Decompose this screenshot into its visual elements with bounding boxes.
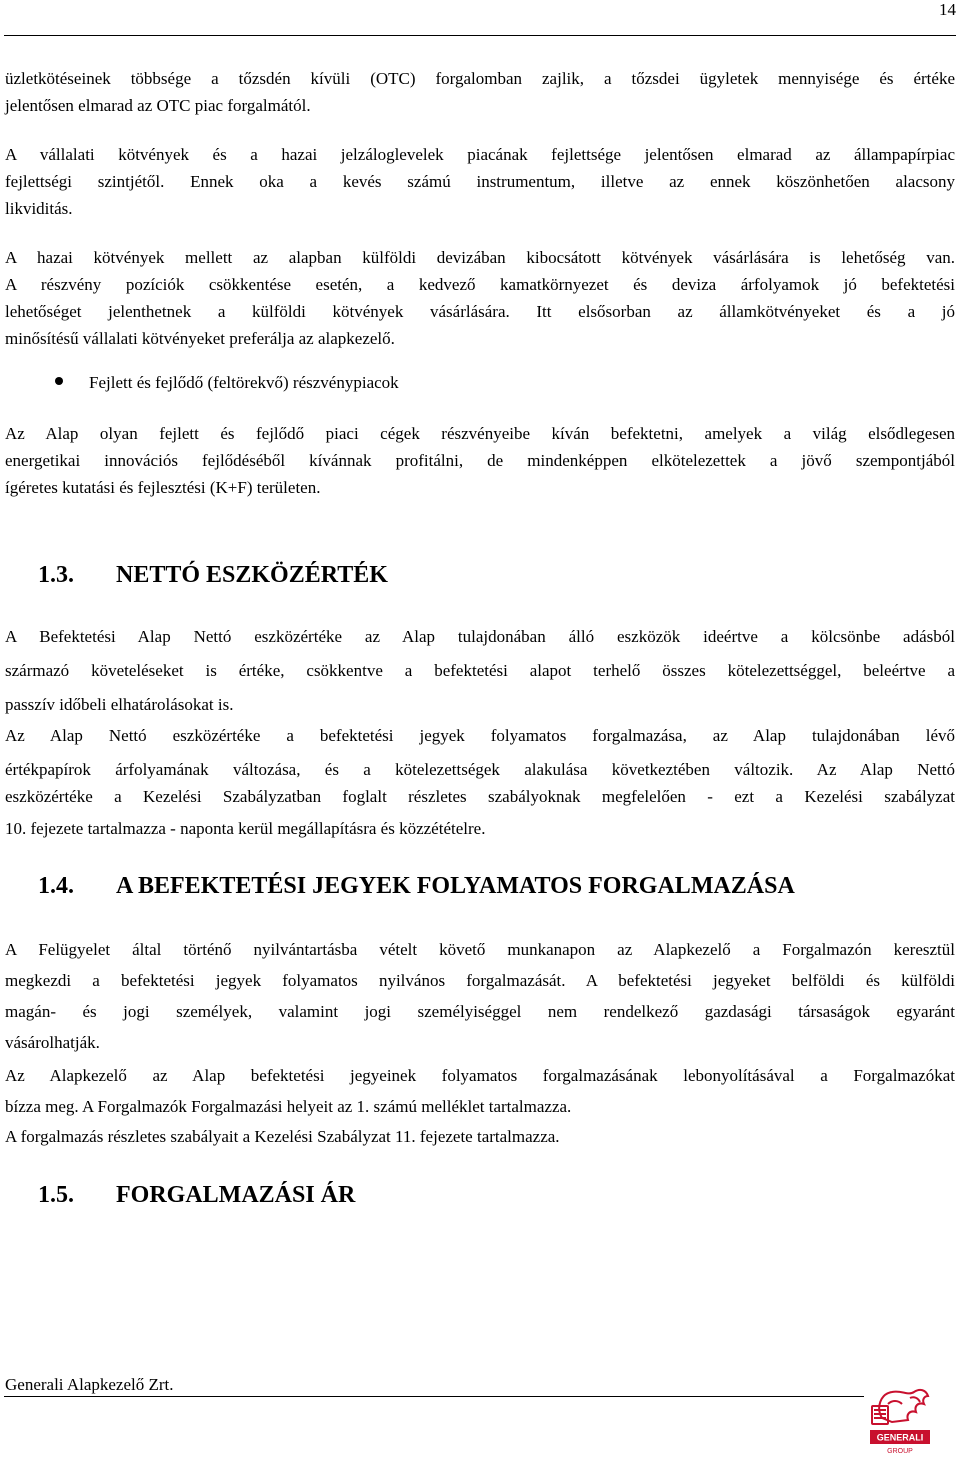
heading-title: NETTÓ ESZKÖZÉRTÉK	[116, 562, 388, 588]
paragraph-line: A vállalati kötvények és a hazai jelzáloglevelek piacának fejlettsége jelentősen elmarad az állampapírpiac	[5, 145, 955, 164]
heading-title: A BEFEKTETÉSI JEGYEK FOLYAMATOS FORGALMAZÁSA	[116, 873, 795, 899]
paragraph-line: vásárolhatják.	[5, 1033, 100, 1052]
bullet-text: Fejlett és fejlődő (feltörekvő) részvénypiacok	[89, 373, 399, 392]
logo-text: GENERALI	[876, 1432, 924, 1443]
footer-company: Generali Alapkezelő Zrt.	[5, 1375, 174, 1394]
paragraph-line: lehetőséget jelenthetnek a külföldi kötvények vásárlására. Itt elsősorban az államkötvényeket és a jó	[5, 302, 955, 321]
paragraph-line: minősítésű vállalati kötvényeket preferálja az alapkezelő.	[5, 329, 395, 348]
section-heading-1-5	[38, 1180, 355, 1210]
paragraph-line: A Befektetési Alap Nettó eszközértéke az Alap tulajdonában álló eszközök ideértve a kölcsönbe adásból	[5, 627, 955, 646]
bullet-item	[55, 371, 399, 395]
paragraph-line: passzív időbeli elhatárolásokat is.	[5, 695, 234, 714]
footer-rule	[4, 1396, 864, 1397]
paragraph-line: likviditás.	[5, 199, 73, 218]
paragraph-line: A forgalmazás részletes szabályait a Kezelési Szabályzat 11. fejezete tartalmazza.	[5, 1127, 560, 1146]
paragraph-line: bízza meg. A Forgalmazók Forgalmazási helyeit az 1. számú melléklet tartalmazza.	[5, 1097, 572, 1116]
logo-subtext: GROUP	[887, 1448, 913, 1455]
lion-emblem-icon	[872, 1390, 928, 1424]
paragraph-line: Az Alap Nettó eszközértéke a befektetési jegyek folyamatos forgalmazása, az Alap tulajdonában lévő	[5, 726, 955, 745]
paragraph-line: A részvény pozíciók csökkentése esetén, a kedvező kamatkörnyezet és deviza árfolyamok jó befektetési	[5, 275, 955, 294]
header-rule	[4, 35, 956, 36]
paragraph-line: 10. fejezete tartalmazza - naponta kerül megállapításra és közzétételre.	[5, 819, 486, 838]
paragraph-line: energetikai innovációs fejlődéséből kívánnak profitálni, de mindenképpen elkötelezettek a jövő szempontjából	[5, 451, 955, 470]
paragraph-line: eszközértéke a Kezelési Szabályzatban foglalt részletes szabályoknak megfelelően - ezt a Kezelési szabályzat	[5, 787, 955, 806]
paragraph-line: fejlettségi szintjétől. Ennek oka a kevés számú instrumentum, illetve az ennek köszönhetően alacsony	[5, 172, 955, 191]
heading-number: 1.3.	[38, 562, 74, 588]
section-heading-1-4	[38, 871, 795, 901]
paragraph-line: magán- és jogi személyek, valamint jogi személyiséggel nem rendelkező gazdasági társaságok egyaránt	[5, 1002, 955, 1021]
heading-number: 1.4.	[38, 873, 74, 899]
bullet-icon	[55, 377, 63, 385]
section-heading-1-3	[38, 560, 388, 590]
paragraph-line: jelentősen elmarad az OTC piac forgalmától.	[5, 96, 311, 115]
paragraph-line: üzletkötéseinek többsége a tőzsdén kívüli (OTC) forgalomban zajlik, a tőzsdei ügyletek mennyisége és értéke	[5, 69, 955, 88]
paragraph-line: származó követeléseket is értéke, csökkentve a befektetési alapot terhelő összes kötelezettséggel, beleértve a	[5, 661, 955, 680]
paragraph-line: Az Alap olyan fejlett és fejlődő piaci cégek részvényeibe kíván befektetni, amelyek a világ elsődlegesen	[5, 424, 955, 443]
paragraph-line: megkezdi a befektetési jegyek folyamatos nyilvános forgalmazását. A befektetési jegyeket belföldi és külföldi	[5, 971, 955, 990]
generali-logo	[862, 1382, 940, 1458]
page-number: 14	[939, 0, 956, 19]
paragraph-line: A Felügyelet által történő nyilvántartásba vételt követő munkanapon az Alapkezelő a Forgalmazón keresztül	[5, 940, 955, 959]
paragraph-line: értékpapírok árfolyamának változása, és a kötelezettségek alakulása következtében változik. Az Alap Nettó	[5, 760, 955, 779]
heading-title: FORGALMAZÁSI ÁR	[116, 1182, 356, 1208]
paragraph-line: Az Alapkezelő az Alap befektetési jegyeinek folyamatos forgalmazásának lebonyolításával a Forgalmazókat	[5, 1066, 955, 1085]
heading-number: 1.5.	[38, 1182, 74, 1208]
paragraph-line: A hazai kötvények mellett az alapban külföldi devizában kibocsátott kötvények vásárlására is lehetőség van.	[5, 248, 955, 267]
paragraph-line: ígéretes kutatási és fejlesztési (K+F) területen.	[5, 478, 321, 497]
